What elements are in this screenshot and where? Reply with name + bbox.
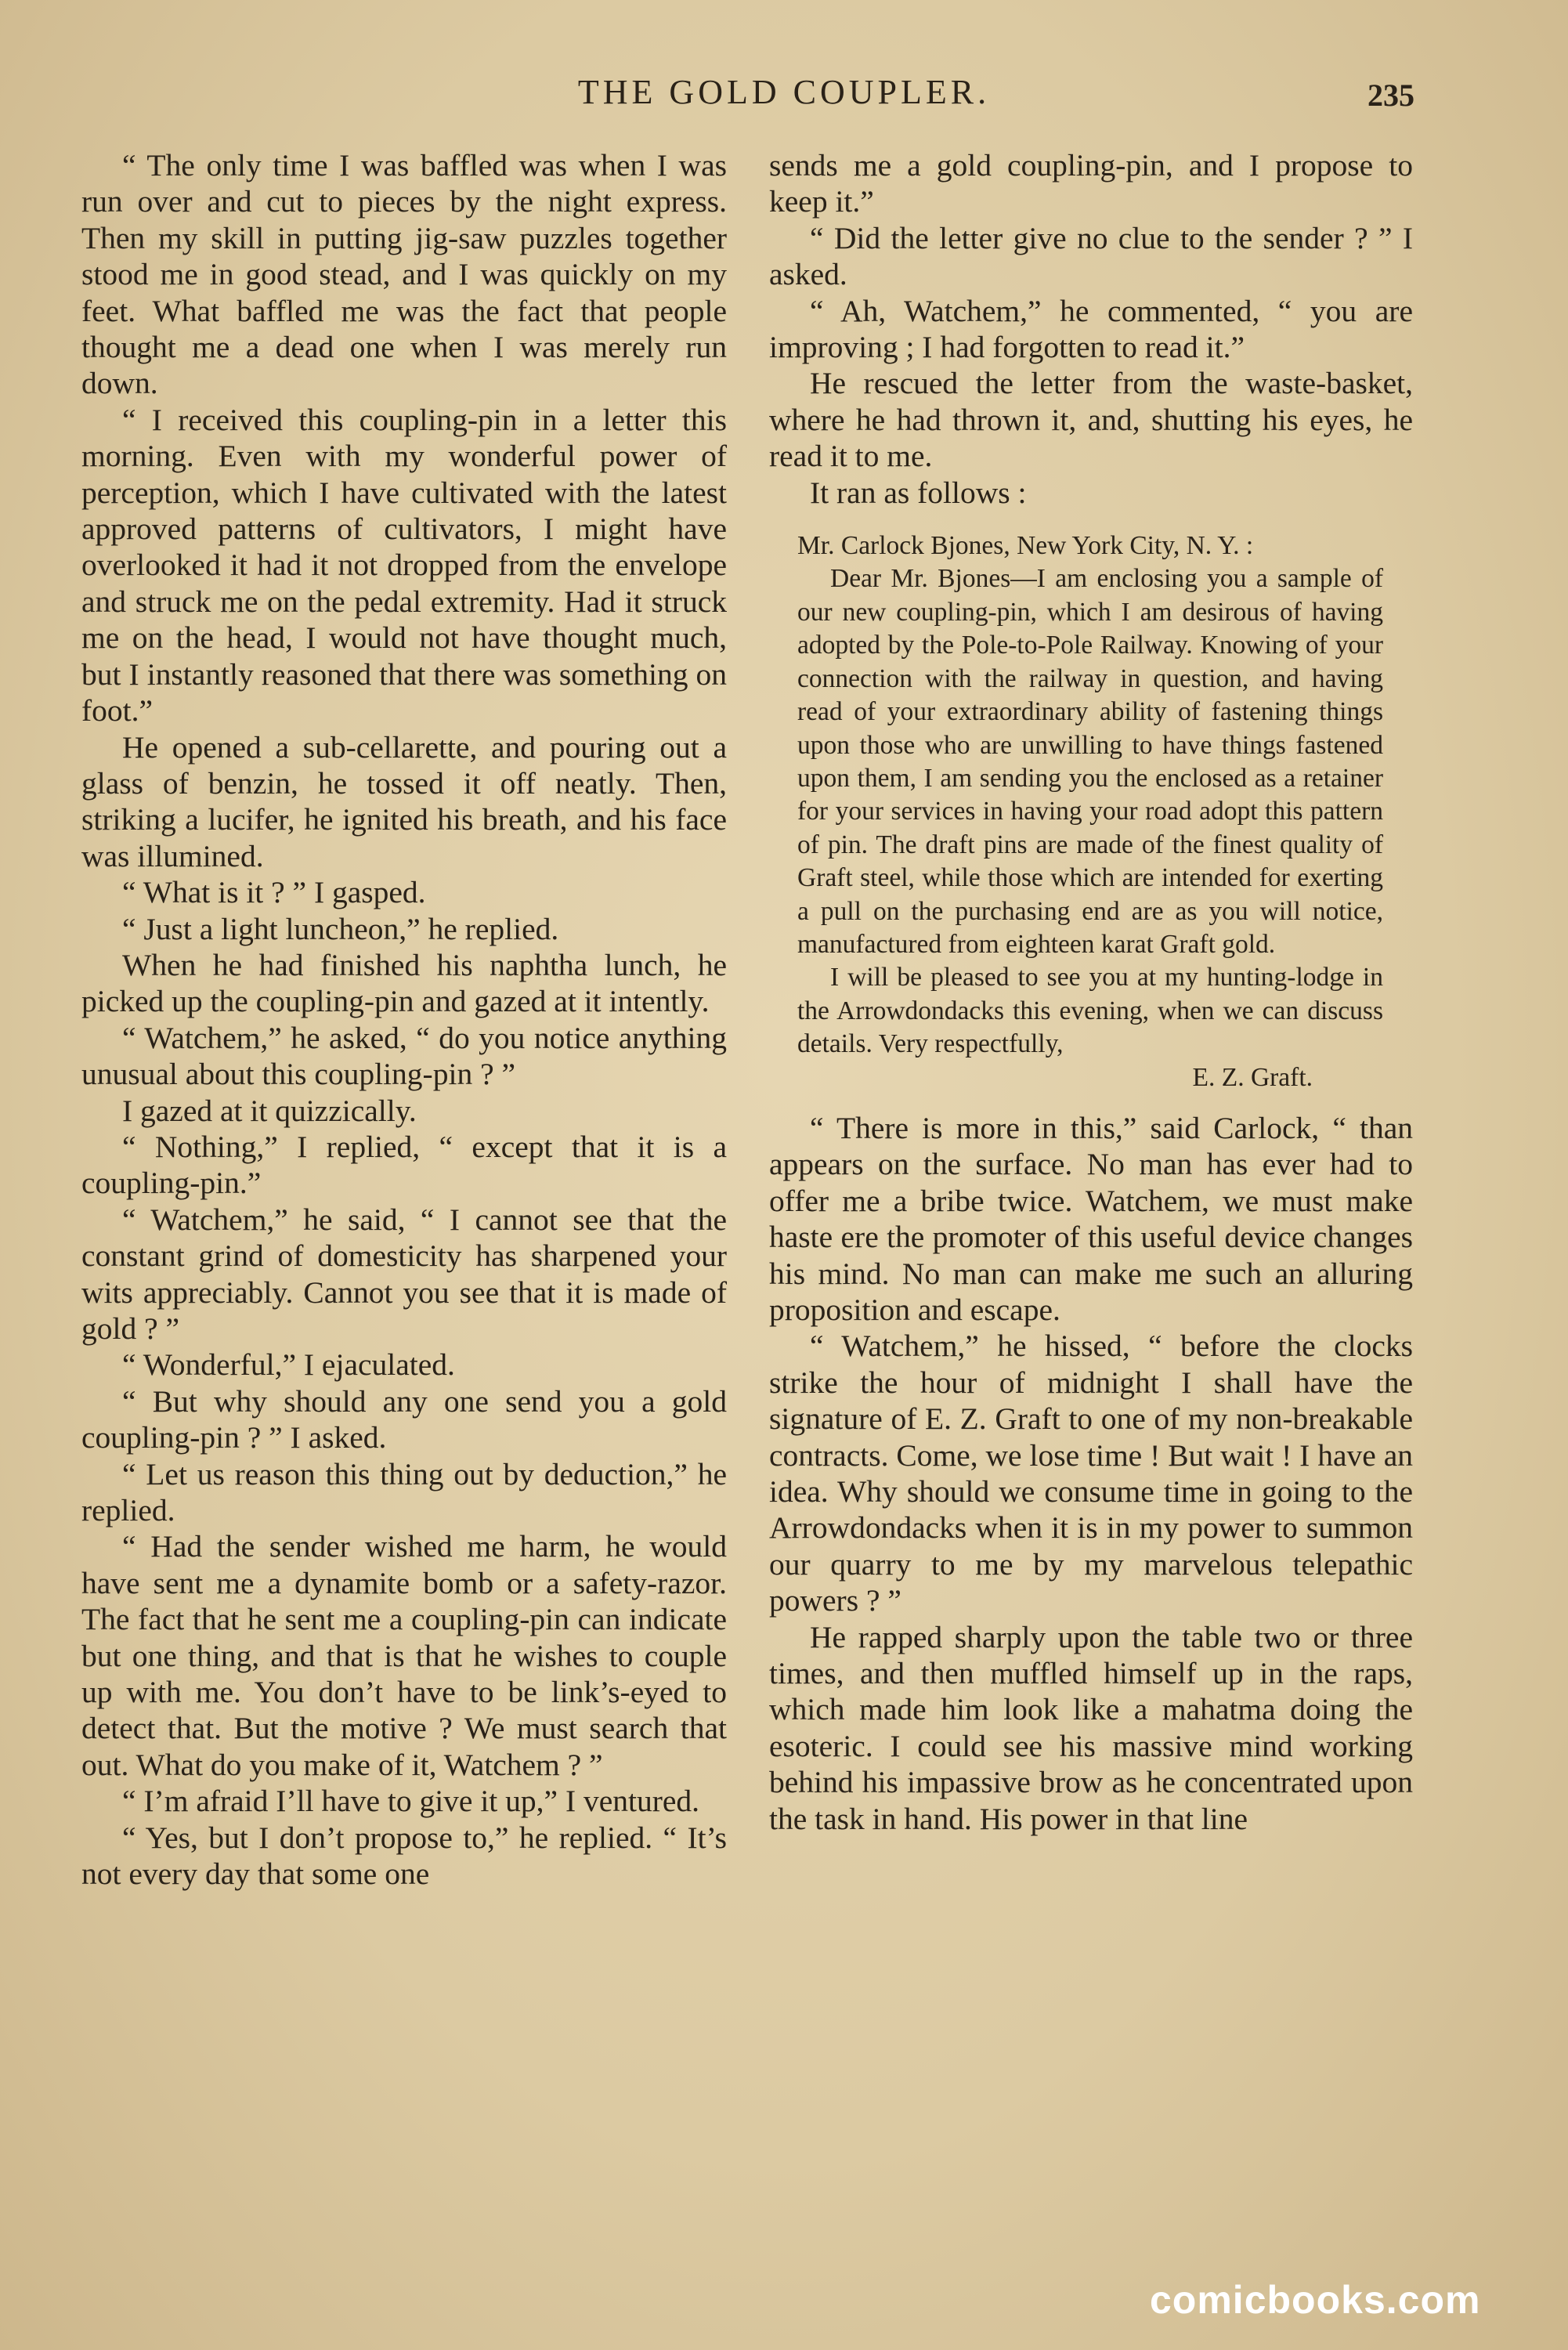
paragraph: “ Did the letter give no clue to the sender ? ” I asked. <box>769 220 1413 292</box>
paragraph: “ Let us reason this thing out by deduction,” he replied. <box>81 1456 727 1528</box>
paragraph: “ I received this coupling-pin in a letter this morning. Even with my wonderful power of perception, which I have cultivated with the latest approved patterns of cultivators, I might have overlooked it had it not dropped from the envelope and struck me on the pedal extremity. Had it struck me on the head, I would not have thought much, but I instantly reasoned that there was something on foot.” <box>81 402 727 728</box>
letter-closing: I will be pleased to see you at my hunting-lodge in the Arrowdondacks this evening, when we can discuss details. Very respectfully, <box>797 963 1383 1059</box>
paragraph: “ Watchem,” he hissed, “ before the clocks strike the hour of midnight I shall have the signature of E. Z. Graft to one of my non-breakable contracts. Come, we lose time ! But wait ! I have an idea. Why should we consume time in going to the Arrowdondacks when it is in my power to summon our quarry to me by my marvelous telepathic powers ? ” <box>769 1329 1413 1618</box>
paragraph: “ I’m afraid I’ll have to give it up,” I ventured. <box>122 1784 700 1819</box>
letter-salutation: Mr. Carlock Bjones, New York City, N. Y. : <box>797 531 1254 561</box>
paragraph: I gazed at it quizzically. <box>122 1093 417 1128</box>
paragraph: He opened a sub-cellarette, and pouring out a glass of benzin, he tossed it off neatly. Then, striking a lucifer, he ignited his breath, and his face was illumined. <box>81 729 727 873</box>
paragraph: “ Yes, but I don’t propose to,” he replied. “ It’s not every day that some one <box>81 1820 727 1892</box>
quoted-letter <box>797 530 1383 1094</box>
paragraph: He rapped sharply upon the table two or three times, and then muffled himself up in the raps, which made him look like a mahatma doing the esoteric. I could see his massive mind working behind his impassive brow as he concentrated upon the task in hand. His power in that line <box>769 1619 1413 1836</box>
paragraph: He rescued the letter from the waste-basket, where he had thrown it, and, shutting his eyes, he read it to me. <box>769 366 1413 474</box>
running-title: THE GOLD COUPLER. <box>577 73 991 111</box>
left-column <box>81 147 727 1893</box>
right-column <box>769 147 1413 1837</box>
paragraph: It ran as follows : <box>810 475 1027 510</box>
page-number: 235 <box>1367 78 1414 113</box>
paragraph: “ Had the sender wished me harm, he would have sent me a dynamite bomb or a safety-razor. The fact that he sent me a coupling-pin can indicate but one thing, and that is that he wishes to couple up with me. You don’t have to be link’s-eyed to detect that. But the motive ? We must search that out. What do you make of it, Watchem ? ” <box>81 1529 727 1782</box>
paragraph: “ Just a light luncheon,” he replied. <box>122 911 559 946</box>
paragraph: “ What is it ? ” I gasped. <box>122 875 426 910</box>
paragraph: “ There is more in this,” said Carlock, “ than appears on the surface. No man has ever had to offer me a bribe twice. Watchem, we must make haste ere the promoter of this useful device changes his mind. No man can make me such an alluring proposition and escape. <box>769 1110 1413 1327</box>
paragraph: “ Ah, Watchem,” he commented, “ you are improving ; I had forgotten to read it.” <box>769 293 1413 365</box>
paragraph: “ But why should any one send you a gold coupling-pin ? ” I asked. <box>81 1383 727 1455</box>
paragraph: “ Wonderful,” I ejaculated. <box>122 1347 455 1383</box>
letter-signature: E. Z. Graft. <box>1192 1062 1313 1092</box>
letter-body: Dear Mr. Bjones—I am enclosing you a sample of our new coupling-pin, which I am desirous of having adopted by the Pole-to-Pole Railway. Knowing of your connection with the railway in question, and having read of your extraordinary ability of fastening things upon those who are unwilling to have things fastened upon them, I am sending you the enclosed as a retainer for your services in having your road adopt this pattern of pin. The draft pins are made of the finest quality of Graft steel, while those which are intended for exerting a pull on the purchasing end are as you will notice, manufactured from eighteen karat Graft gold. <box>797 564 1383 959</box>
paragraph: “ Nothing,” I replied, “ except that it is a coupling-pin.” <box>81 1129 727 1201</box>
paragraph: “ Watchem,” he asked, “ do you notice anything unusual about this coupling-pin ? ” <box>81 1020 727 1092</box>
paragraph: “ Watchem,” he said, “ I cannot see that the constant grind of domesticity has sharpened your wits appreciably. Cannot you see that it is made of gold ? ” <box>81 1202 727 1346</box>
paragraph: “ The only time I was baffled was when I was run over and cut to pieces by the night express. Then my skill in putting jig-saw puzzles together stood me in good stead, and I was quickly on my feet. What baffled me was the fact that people thought me a dead one when I was merely run down. <box>81 148 727 401</box>
paragraph: When he had finished his naphtha lunch, he picked up the coupling-pin and gazed at it intently. <box>81 947 727 1019</box>
paragraph: sends me a gold coupling-pin, and I propose to keep it.” <box>769 148 1413 219</box>
site-watermark: comicbooks.com <box>1150 2278 1481 2322</box>
